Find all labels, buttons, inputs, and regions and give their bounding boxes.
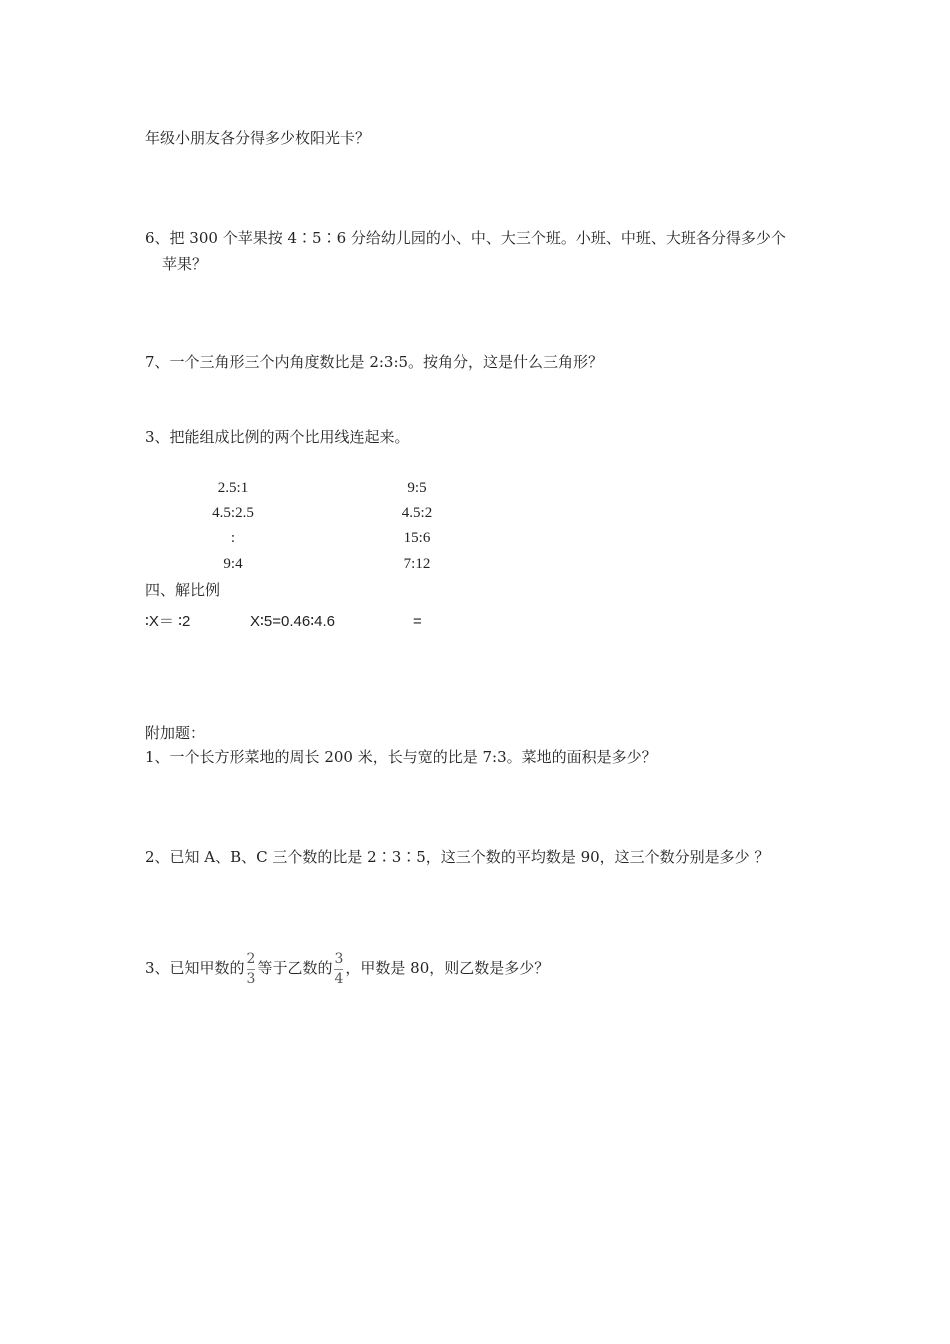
question-7: 7、一个三角形三个内角度数比是 2:3:5。按角分，这是什么三角形？ bbox=[145, 353, 604, 371]
ratio-right-3: 15:6 bbox=[403, 530, 431, 546]
ratio-left-4: 9:4 bbox=[223, 556, 243, 572]
fraction-two-thirds bbox=[247, 952, 256, 987]
ratio-left-1: 2.5:1 bbox=[217, 480, 249, 496]
extra-question-3-part-c: ，甲数是 80，则乙数是多少？ bbox=[345, 959, 550, 977]
question-5-continuation: 年级小朋友各分得多少枚阳光卡？ bbox=[145, 129, 371, 147]
question-6-continuation: 苹果？ bbox=[162, 255, 208, 273]
proportion-equation-2: X∶5=0.46∶4.6 bbox=[250, 613, 335, 630]
fraction-denominator: 3 bbox=[246, 970, 256, 987]
ratio-right-1: 9:5 bbox=[407, 480, 427, 496]
extra-question-2: 2、已知 A、B、C 三个数的比是 2∶3∶5，这三个数的平均数是 90，这三个数分别是多少 ？ bbox=[145, 848, 770, 866]
fraction-numerator: 2 bbox=[246, 950, 256, 967]
extra-question-3-part-a: 3、已知甲数的 bbox=[145, 959, 245, 977]
ratio-left-3: : bbox=[230, 530, 236, 546]
matching-question: 3、把能组成比例的两个比用线连起来。 bbox=[145, 428, 410, 446]
extra-heading: 附加题： bbox=[145, 724, 206, 742]
ratio-right-2: 4.5:2 bbox=[401, 505, 433, 521]
question-6: 6、把 300 个苹果按 4∶5∶6 分给幼儿园的小、中、大三个班。小班、中班、大班各分得多少个 bbox=[145, 229, 786, 247]
extra-question-1: 1、一个长方形菜地的周长 200 米，长与宽的比是 7:3。菜地的面积是多少？ bbox=[145, 748, 657, 766]
ratio-left-2: 4.5:2.5 bbox=[212, 505, 254, 521]
fraction-numerator: 3 bbox=[334, 950, 344, 967]
section-4-heading: 四、解比例 bbox=[145, 581, 221, 599]
ratio-right-4: 7:12 bbox=[403, 556, 431, 572]
proportion-equation-1: ∶X＝ ∶2 bbox=[145, 613, 191, 630]
fraction-denominator: 4 bbox=[334, 970, 344, 987]
proportion-equation-3: = bbox=[413, 613, 422, 630]
extra-question-3-part-b: 等于乙数的 bbox=[257, 959, 333, 977]
fraction-three-quarters bbox=[334, 952, 343, 987]
extra-question-3 bbox=[145, 948, 549, 988]
